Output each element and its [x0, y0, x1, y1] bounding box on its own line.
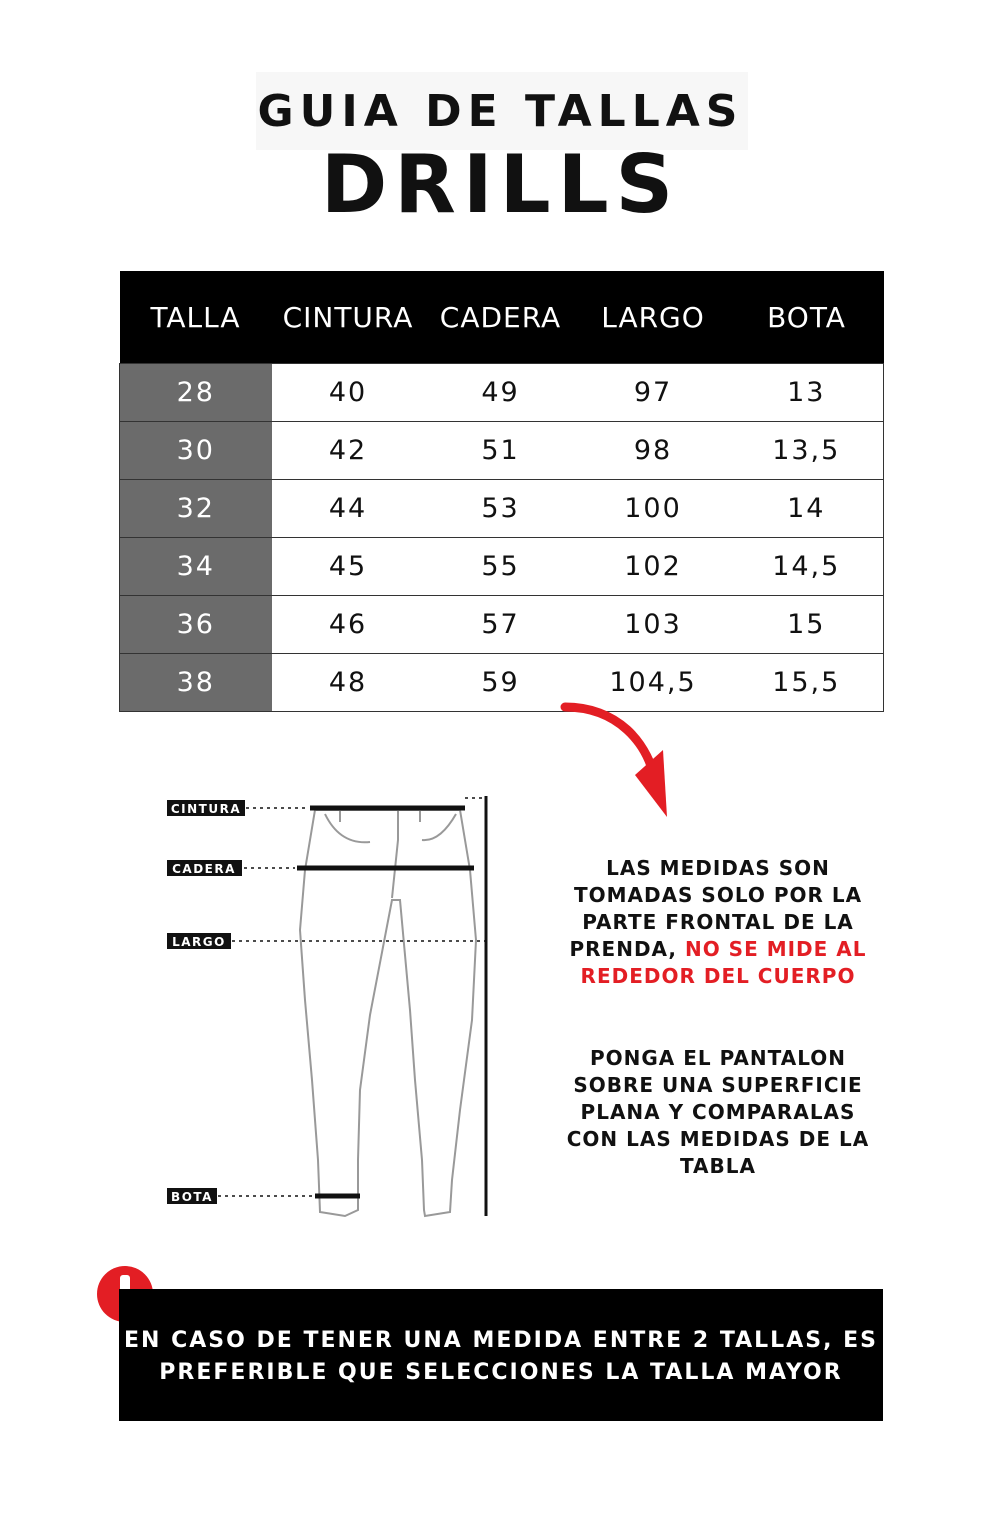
cadera-cell: 55	[425, 538, 577, 596]
label-cintura: CINTURA	[170, 802, 242, 816]
column-header-talla: TALLA	[120, 271, 272, 364]
cadera-cell: 57	[425, 596, 577, 654]
cadera-cell: 53	[425, 480, 577, 538]
size-cell: 36	[120, 596, 272, 654]
largo-cell: 104,5	[577, 654, 730, 712]
cintura-cell: 46	[272, 596, 425, 654]
note-highlight: NO SE MIDE AL REDEDOR DEL CUERPO	[580, 937, 867, 988]
label-cadera: CADERA	[172, 862, 236, 876]
table-row	[120, 364, 884, 422]
bota-cell: 13	[730, 364, 884, 422]
cintura-cell: 48	[272, 654, 425, 712]
largo-cell: 100	[577, 480, 730, 538]
bota-cell: 15,5	[730, 654, 884, 712]
size-table	[119, 271, 884, 712]
largo-cell: 102	[577, 538, 730, 596]
label-largo: LARGO	[172, 935, 226, 949]
cadera-cell: 51	[425, 422, 577, 480]
product-title: DRILLS	[320, 138, 681, 231]
table-row	[120, 480, 884, 538]
cintura-cell: 42	[272, 422, 425, 480]
bota-cell: 14,5	[730, 538, 884, 596]
cintura-cell: 44	[272, 480, 425, 538]
largo-cell: 98	[577, 422, 730, 480]
warning-line-2: PREFERIBLE QUE SELECCIONES LA TALLA MAYOR	[159, 1360, 843, 1385]
table-row	[120, 596, 884, 654]
column-header-largo: LARGO	[577, 271, 730, 364]
warning-banner	[119, 1289, 883, 1421]
largo-cell: 103	[577, 596, 730, 654]
column-header-cadera: CADERA	[425, 271, 577, 364]
size-table-header	[120, 271, 884, 364]
pants-diagram	[160, 780, 500, 1230]
guide-title: GUIA DE TALLAS	[257, 86, 744, 137]
cintura-cell: 40	[272, 364, 425, 422]
size-cell: 32	[120, 480, 272, 538]
cintura-cell: 45	[272, 538, 425, 596]
table-row	[120, 538, 884, 596]
cadera-cell: 59	[425, 654, 577, 712]
bota-cell: 13,5	[730, 422, 884, 480]
pants-illustration	[300, 810, 476, 1216]
largo-cell: 97	[577, 364, 730, 422]
size-cell: 30	[120, 422, 272, 480]
curved-arrow-icon	[555, 695, 685, 825]
bota-cell: 14	[730, 480, 884, 538]
instructions-note: PONGA EL PANTALON SOBRE UNA SUPERFICIE PLANA Y COMPARALAS CON LAS MEDIDAS DE LA TABLA	[566, 1046, 870, 1178]
column-header-cintura: CINTURA	[272, 271, 425, 364]
label-bota: BOTA	[171, 1190, 213, 1204]
note-text: LAS MEDIDAS SON TOMADAS SOLO POR LA PARTE FRONTAL DE LA PRENDA,	[569, 856, 863, 961]
bota-cell: 15	[730, 596, 884, 654]
size-cell: 28	[120, 364, 272, 422]
cadera-cell: 49	[425, 364, 577, 422]
column-header-bota: BOTA	[730, 271, 884, 364]
table-row	[120, 654, 884, 712]
measurement-note	[560, 855, 876, 990]
table-row	[120, 422, 884, 480]
size-cell: 38	[120, 654, 272, 712]
warning-line-1: EN CASO DE TENER UNA MEDIDA ENTRE 2 TALLAS, ES	[124, 1328, 878, 1353]
size-cell: 34	[120, 538, 272, 596]
